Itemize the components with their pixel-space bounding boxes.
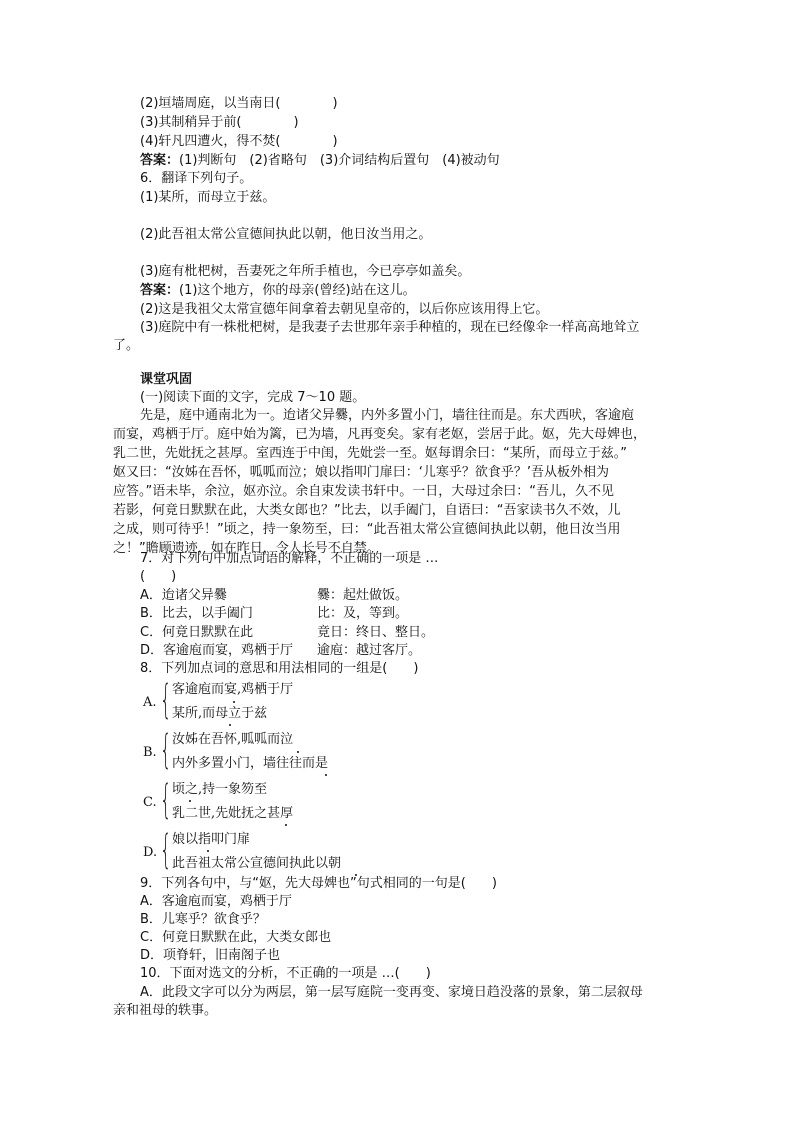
q5-item-2: (2)垣墙周庭，以当南日( ) — [140, 96, 338, 111]
q6-answer-3-line-1: (3)庭院中有一株枇杷树，是我妻子去世那年亲手种植的，现在已经像伞一样高高地耸立 — [140, 320, 640, 335]
emphasis-dot-icon — [285, 824, 287, 826]
passage-line-6: 若影，何竟日默默在此，大类女郎也？”比去，以手阖门，自语曰：“吾家读书久不效，儿 — [113, 503, 621, 518]
q8-option-c-top: 顷之,持一象笏至 — [172, 782, 268, 797]
answer-label: 答案： — [140, 283, 180, 298]
q8-option-a-top: 客逾庖而宴,鸡栖于厅 — [172, 682, 294, 697]
q10-option-a-line-1: A．此段文字可以分为两层，第一层写庭院一变再变、家境日趋没落的景象，第二层叙母 — [140, 985, 643, 1000]
q7-option-a: A．迨诸父异爨 — [140, 588, 227, 603]
q5-answer-text: (1)判断句 (2)省略句 (3)介词结构后置句 (4)被动句 — [179, 153, 500, 168]
passage-line-8: 之！”瞻顾遗迹，如在昨日，令人长号不自禁。 — [113, 541, 380, 556]
q6-answer-1-text: (1)这个地方，你的母亲(曾经)站在这儿。 — [179, 283, 416, 298]
q7-option-c: C．何竟日默默在此 — [140, 625, 254, 640]
passage-line-3: 乳二世，先妣抚之甚厚。室西连于中闺，先妣尝一至。妪每谓余曰：“某所，而母立于兹。” — [113, 446, 627, 461]
q7-option-b: B．比去，以手阖门 — [140, 606, 253, 621]
q7-option-c-gloss: 竟日：终日、整日。 — [317, 625, 435, 640]
q8-option-b-bottom: 内外多置小门，墙往往而是 — [172, 756, 329, 771]
q6-sentence-2: (2)此吾祖太常公宣德间执此以朝，他日汝当用之。 — [140, 227, 432, 242]
q5-item-4: (4)轩凡四遭火，得不焚( ) — [140, 134, 338, 149]
q6-stem: 6．翻译下列句子。 — [140, 171, 253, 186]
brace-icon: { — [160, 777, 172, 823]
q9-option-d: D．项脊轩，旧南阁子也 — [140, 948, 281, 963]
q8-option-b-top: 汝姊在吾怀,呱呱而泣 — [172, 732, 294, 747]
q9-option-a: A．客逾庖而宴，鸡栖于厅 — [140, 894, 292, 909]
q7-answer-paren: ( ) — [140, 569, 177, 584]
emphasis-dot-icon — [229, 724, 231, 726]
answer-label: 答案： — [140, 153, 180, 168]
q8-stem: 8．下列加点词的意思和用法相同的一组是( ) — [140, 661, 419, 676]
q7-option-a-gloss: 爨：起灶做饭。 — [317, 588, 409, 603]
passage-line-5: 应答。”语未毕，余泣，妪亦泣。余自束发读书轩中。一日，大母过余曰：“吾儿，久不见 — [113, 484, 614, 499]
passage-line-4: 妪又曰：“汝姊在吾怀，呱呱而泣；娘以指叩门扉曰：‘儿寒乎？欲食乎？’吾从板外相为 — [113, 465, 610, 480]
q8-option-c-bottom: 乳二世,先妣抚之甚厚 — [172, 806, 294, 821]
emphasis-dot-icon — [297, 751, 299, 753]
q7-stem: 7．对下列句中加点词语的解释，不正确的一项是 … — [140, 551, 439, 566]
q5-answer — [140, 153, 500, 169]
brace-icon: { — [160, 727, 172, 773]
q10-stem: 10．下面对选文的分析，不正确的一项是 …( ) — [140, 966, 431, 981]
brace-icon: { — [160, 677, 172, 723]
q5-item-3: (3)其制稍异于前( ) — [140, 115, 299, 130]
passage-line-1: 先是，庭中通南北为一。迨诸父异爨，内外多置小门，墙往往而是。东犬西吠，客逾庖 — [140, 408, 635, 423]
q8-option-d-top: 娘以指叩门扉 — [172, 832, 251, 847]
q8-option-d-bottom: 此吾祖太常公宣德间执此以朝 — [172, 856, 342, 871]
brace-icon: { — [160, 827, 172, 873]
q6-answer-3-line-2: 了。 — [113, 338, 140, 353]
q9-option-c: C．何竟日默默在此，大类女郎也 — [140, 930, 332, 945]
emphasis-dot-icon — [207, 850, 209, 852]
q9-option-b: B．儿寒乎？欲食乎？ — [140, 912, 266, 927]
passage-line-7: 之成，则可待乎！”顷之，持一象笏至，曰：“此吾祖太常公宣德间执此以朝，他日汝当用 — [113, 522, 621, 537]
q8-option-a-letter: A. — [143, 695, 157, 710]
emphasis-dot-icon — [325, 774, 327, 776]
section-intro: (一)阅读下面的文字，完成 7～10 题。 — [140, 390, 366, 405]
q8-option-a-bottom: 某所,而母立于兹 — [172, 706, 268, 721]
q6-answer-1 — [140, 283, 416, 299]
q6-answer-2: (2)这是我祖父太常宣德年间拿着去朝见皇帝的，以后你应该用得上它。 — [140, 302, 549, 317]
q9-stem: 9．下列各句中，与“妪，先大母婢也”句式相同的一句是( ) — [140, 876, 497, 891]
section-title: 课堂巩固 — [140, 372, 193, 387]
q8-option-b-letter: B. — [143, 745, 157, 760]
emphasis-dot-icon — [189, 800, 191, 802]
q6-sentence-1: (1)某所，而母立于兹。 — [140, 190, 276, 205]
emphasis-dot-icon — [233, 701, 235, 703]
q10-option-a-line-2: 亲和祖母的轶事。 — [113, 1003, 218, 1018]
passage-line-2: 而宴，鸡栖于厅。庭中始为篱，已为墙，凡再变矣。家有老妪，尝居于此。妪，先大母婢也， — [113, 427, 647, 442]
q7-option-b-gloss: 比：及，等到。 — [317, 606, 409, 621]
q8-option-c-letter: C. — [143, 795, 157, 810]
q8-option-d-letter: D. — [143, 845, 158, 860]
q7-option-d: D．客逾庖而宴，鸡栖于厅 — [140, 643, 294, 658]
q7-option-d-gloss: 逾庖：越过客厅。 — [317, 643, 422, 658]
q6-sentence-3: (3)庭有枇杷树，吾妻死之年所手植也，今已亭亭如盖矣。 — [140, 264, 471, 279]
